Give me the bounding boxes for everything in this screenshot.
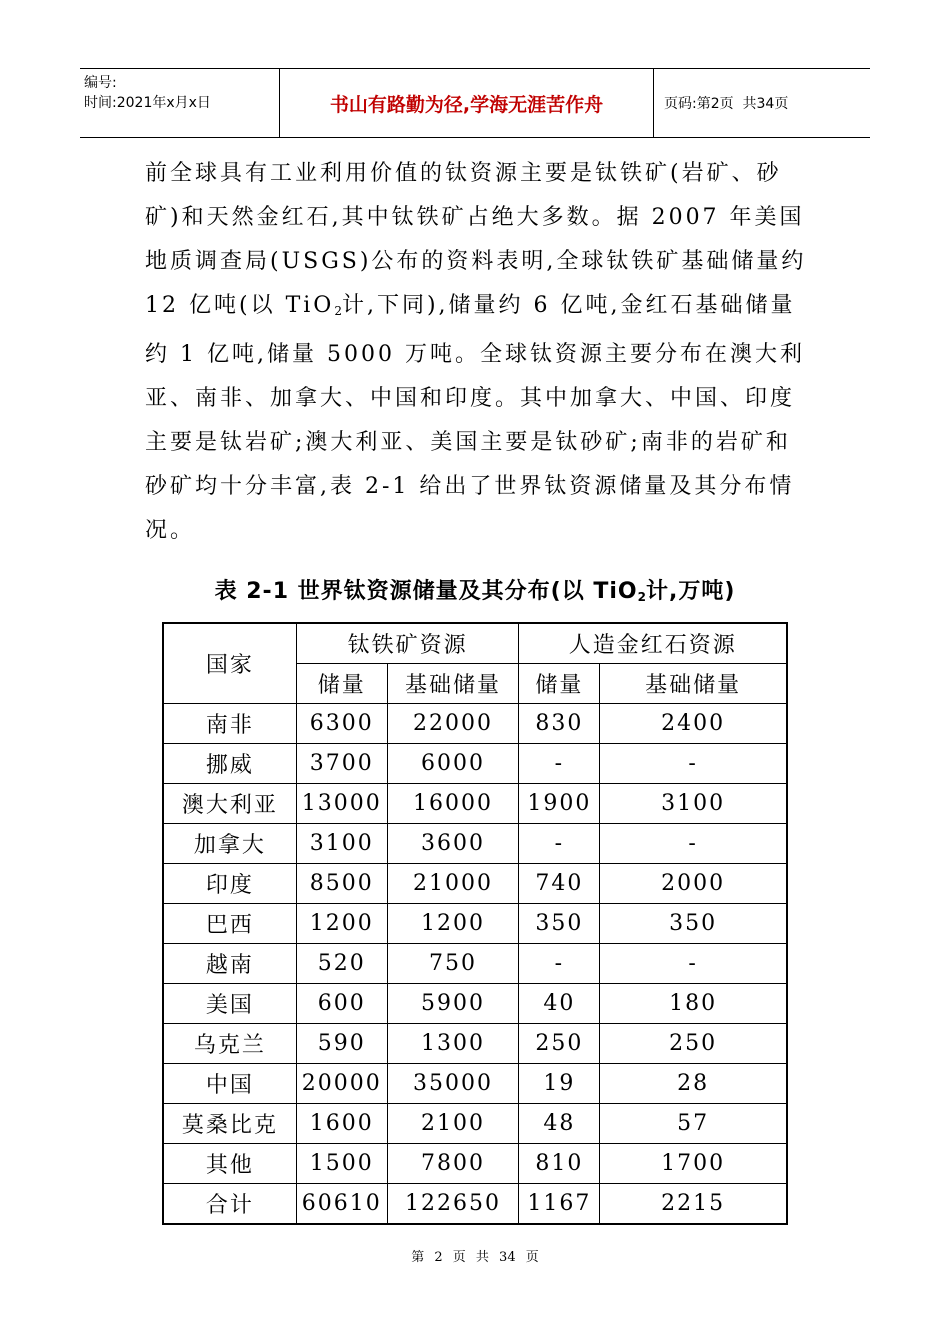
caption-part2: 计,万吨) xyxy=(645,579,736,604)
cell-ilmenite-reserve: 6300 xyxy=(296,704,387,744)
cell-ilmenite-reserve: 1600 xyxy=(296,1104,387,1144)
cell-country: 中国 xyxy=(163,1064,296,1104)
cell-rutile-base: 2400 xyxy=(600,704,787,744)
table-row xyxy=(163,944,787,984)
header-motto: 书山有路勤为径,学海无涯苦作舟 xyxy=(280,69,654,137)
cell-country: 越南 xyxy=(163,944,296,984)
titanium-reserves-table xyxy=(162,622,788,1225)
cell-rutile-reserve: 1900 xyxy=(519,784,600,824)
cell-rutile-reserve: - xyxy=(519,824,600,864)
paragraph-part2: 计,下同),储量约 6 亿吨,金红石基础储量约 1 亿吨,储量 5000 万吨。全球钛资源主要分布在澳大利亚、南非、加拿大、中国和印度。其中加拿大、中国、印度主要是钛岩矿;澳大利亚、美国主要是钛砂矿;南非的岩矿和砂矿均十分丰富,表 2-1 给出了世界钛资源储量及其分布情况。 xyxy=(145,293,805,543)
cell-rutile-reserve: 740 xyxy=(519,864,600,904)
cell-ilmenite-base: 122650 xyxy=(387,1184,519,1225)
table-row xyxy=(163,904,787,944)
cell-country: 南非 xyxy=(163,704,296,744)
cell-rutile-base: 28 xyxy=(600,1064,787,1104)
cell-ilmenite-base: 16000 xyxy=(387,784,519,824)
page-footer: 第 2 页 共 34 页 xyxy=(411,1250,539,1265)
subheader-base-reserve: 基础储量 xyxy=(600,664,787,704)
cell-ilmenite-base: 1200 xyxy=(387,904,519,944)
table-caption xyxy=(0,574,950,605)
cell-rutile-reserve: 1167 xyxy=(519,1184,600,1225)
table-header-row xyxy=(163,623,787,664)
table-row xyxy=(163,1144,787,1184)
caption-part1: 表 2-1 世界钛资源储量及其分布(以 TiO xyxy=(214,579,638,604)
cell-rutile-reserve: - xyxy=(519,944,600,984)
cell-ilmenite-reserve: 1500 xyxy=(296,1144,387,1184)
cell-ilmenite-reserve: 20000 xyxy=(296,1064,387,1104)
cell-rutile-base: 1700 xyxy=(600,1144,787,1184)
caption-subscript: 2 xyxy=(637,590,646,604)
cell-ilmenite-base: 6000 xyxy=(387,744,519,784)
header-page-info xyxy=(654,69,870,137)
cell-ilmenite-base: 1300 xyxy=(387,1024,519,1064)
cell-ilmenite-reserve: 1200 xyxy=(296,904,387,944)
body-paragraph xyxy=(145,152,810,553)
cell-rutile-reserve: - xyxy=(519,744,600,784)
table-row xyxy=(163,1064,787,1104)
cell-rutile-base: - xyxy=(600,824,787,864)
cell-ilmenite-base: 750 xyxy=(387,944,519,984)
cell-ilmenite-reserve: 590 xyxy=(296,1024,387,1064)
paragraph-text xyxy=(145,152,810,553)
cell-country: 澳大利亚 xyxy=(163,784,296,824)
table-row xyxy=(163,1184,787,1225)
table-row xyxy=(163,1104,787,1144)
cell-rutile-base: - xyxy=(600,944,787,984)
header-code: 编号: xyxy=(84,75,117,91)
cell-ilmenite-base: 7800 xyxy=(387,1144,519,1184)
group-rutile-header: 人造金红石资源 xyxy=(519,623,787,664)
table-row xyxy=(163,744,787,784)
cell-rutile-base: 3100 xyxy=(600,784,787,824)
cell-rutile-base: 2215 xyxy=(600,1184,787,1225)
subheader-reserve: 储量 xyxy=(519,664,600,704)
cell-rutile-reserve: 40 xyxy=(519,984,600,1024)
cell-rutile-reserve: 19 xyxy=(519,1064,600,1104)
subheader-base-reserve: 基础储量 xyxy=(387,664,519,704)
table-body xyxy=(163,704,787,1225)
cell-country: 其他 xyxy=(163,1144,296,1184)
cell-rutile-base: 57 xyxy=(600,1104,787,1144)
cell-rutile-base: 2000 xyxy=(600,864,787,904)
table-row xyxy=(163,824,787,864)
group-ilmenite-header: 钛铁矿资源 xyxy=(296,623,519,664)
col-country-header: 国家 xyxy=(163,623,296,704)
cell-rutile-base: 250 xyxy=(600,1024,787,1064)
table-row xyxy=(163,864,787,904)
cell-rutile-reserve: 830 xyxy=(519,704,600,744)
header-page-text: 页码:第2页 共34页 xyxy=(664,96,789,112)
paragraph-part1: 前全球具有工业利用价值的钛资源主要是钛铁矿(岩矿、砂矿)和天然金红石,其中钛铁矿占绝大多数。据 2007 年美国地质调查局(USGS)公布的资料表明,全球钛铁矿基础储量约 12 亿吨(以 TiO xyxy=(145,161,807,318)
table-row xyxy=(163,704,787,744)
cell-country: 加拿大 xyxy=(163,824,296,864)
cell-country: 合计 xyxy=(163,1184,296,1225)
cell-rutile-reserve: 350 xyxy=(519,904,600,944)
cell-rutile-reserve: 250 xyxy=(519,1024,600,1064)
cell-rutile-base: - xyxy=(600,744,787,784)
cell-ilmenite-reserve: 13000 xyxy=(296,784,387,824)
page-header xyxy=(80,68,870,138)
cell-ilmenite-reserve: 8500 xyxy=(296,864,387,904)
paragraph-subscript: 2 xyxy=(334,304,342,318)
cell-ilmenite-reserve: 520 xyxy=(296,944,387,984)
cell-country: 巴西 xyxy=(163,904,296,944)
cell-rutile-reserve: 48 xyxy=(519,1104,600,1144)
cell-country: 挪威 xyxy=(163,744,296,784)
cell-ilmenite-base: 35000 xyxy=(387,1064,519,1104)
cell-ilmenite-reserve: 3700 xyxy=(296,744,387,784)
cell-rutile-reserve: 810 xyxy=(519,1144,600,1184)
cell-rutile-base: 350 xyxy=(600,904,787,944)
header-meta xyxy=(80,69,280,137)
table-row xyxy=(163,784,787,824)
table-row xyxy=(163,1024,787,1064)
cell-country: 莫桑比克 xyxy=(163,1104,296,1144)
header-time: 时间:2021年x月x日 xyxy=(84,95,211,111)
cell-ilmenite-reserve: 600 xyxy=(296,984,387,1024)
table-row xyxy=(163,984,787,1024)
cell-ilmenite-reserve: 3100 xyxy=(296,824,387,864)
cell-ilmenite-base: 22000 xyxy=(387,704,519,744)
cell-ilmenite-base: 5900 xyxy=(387,984,519,1024)
cell-country: 印度 xyxy=(163,864,296,904)
cell-ilmenite-reserve: 60610 xyxy=(296,1184,387,1225)
cell-ilmenite-base: 2100 xyxy=(387,1104,519,1144)
cell-ilmenite-base: 21000 xyxy=(387,864,519,904)
cell-rutile-base: 180 xyxy=(600,984,787,1024)
cell-country: 美国 xyxy=(163,984,296,1024)
cell-country: 乌克兰 xyxy=(163,1024,296,1064)
subheader-reserve: 储量 xyxy=(296,664,387,704)
cell-ilmenite-base: 3600 xyxy=(387,824,519,864)
